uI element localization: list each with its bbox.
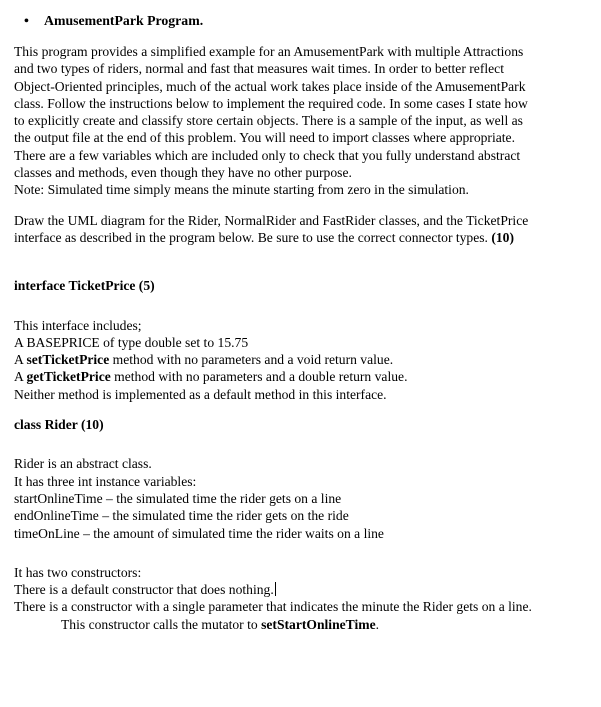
ticketprice-heading: interface TicketPrice (5) [14, 278, 155, 294]
title-row [24, 13, 594, 30]
method-name: getTicketPrice [26, 369, 111, 385]
ticketprice-line [14, 368, 594, 385]
intro-line: classes and methods, even though they have no other purpose. [14, 165, 352, 181]
rider-section [14, 455, 594, 541]
ticketprice-line: A BASEPRICE of type double set to 15.75 [14, 334, 249, 350]
constructor-section [14, 564, 594, 633]
intro-line: and two types of riders, normal and fast that measures wait times. In order to better reflect [14, 61, 504, 77]
rider-line: Rider is an abstract class. [14, 456, 152, 472]
ticketprice-line: Neither method is implemented as a default method in this interface. [14, 386, 387, 402]
intro-line: This program provides a simplified example for an AmusementPark with multiple Attractions [14, 44, 524, 59]
rider-line: timeOnLine – the amount of simulated time the rider waits on a line [14, 525, 384, 541]
intro-line: the output file at the end of this problem. You will need to import classes where appropriate. [14, 130, 515, 146]
rider-line: startOnlineTime – the simulated time the rider gets on a line [14, 490, 342, 506]
text-fragment: . [375, 616, 380, 632]
intro-line: Object-Oriented principles, much of the actual work takes place inside of the AmusementPark [14, 78, 526, 94]
text-fragment: method with no parameters and a double return value. [110, 369, 408, 385]
ticketprice-line: This interface includes; [14, 317, 142, 333]
text-fragment: method with no parameters and a void return value. [109, 352, 394, 368]
intro-line: Note: Simulated time simply means the minute starting from zero in the simulation. [14, 182, 469, 198]
text-cursor [275, 582, 276, 596]
method-name: setStartOnlineTime [261, 616, 376, 632]
ticketprice-section [14, 317, 594, 403]
document-title: AmusementPark Program. [44, 13, 204, 28]
constructor-line [14, 616, 594, 633]
intro-line: class. Follow the instructions below to implement the required code. In some cases I state how [14, 95, 528, 111]
uml-line-text: interface as described in the program below. Be sure to use the correct connector types. [14, 229, 492, 245]
constructor-line: It has two constructors: [14, 564, 142, 580]
constructor-line [14, 581, 594, 598]
rider-line: endOnlineTime – the simulated time the rider gets on the ride [14, 508, 349, 524]
constructor-line: There is a constructor with a single parameter that indicates the minute the Rider gets on a line. [14, 599, 532, 615]
intro-line: There are a few variables which are included only to check that you fully understand abstract [14, 147, 521, 163]
bullet-icon: • [24, 14, 29, 29]
rider-heading: class Rider (10) [14, 417, 104, 433]
rider-line: It has three int instance variables: [14, 473, 197, 489]
uml-line [14, 229, 594, 246]
method-name: setTicketPrice [26, 352, 110, 368]
intro-paragraph [14, 43, 594, 199]
uml-instructions [14, 212, 594, 247]
ticketprice-line [14, 351, 594, 368]
uml-points: (10) [491, 229, 515, 245]
text-fragment: This constructor calls the mutator to [61, 616, 262, 632]
text-fragment: A [14, 369, 27, 385]
document-page [14, 13, 594, 633]
intro-line: to explicitly create and classify store certain objects. There is a sample of the input, as well as [14, 113, 523, 129]
uml-line: Draw the UML diagram for the Rider, NormalRider and FastRider classes, and the TicketPrice [14, 212, 529, 228]
text-fragment: A [14, 352, 27, 368]
text-fragment: There is a default constructor that does nothing. [14, 582, 274, 598]
